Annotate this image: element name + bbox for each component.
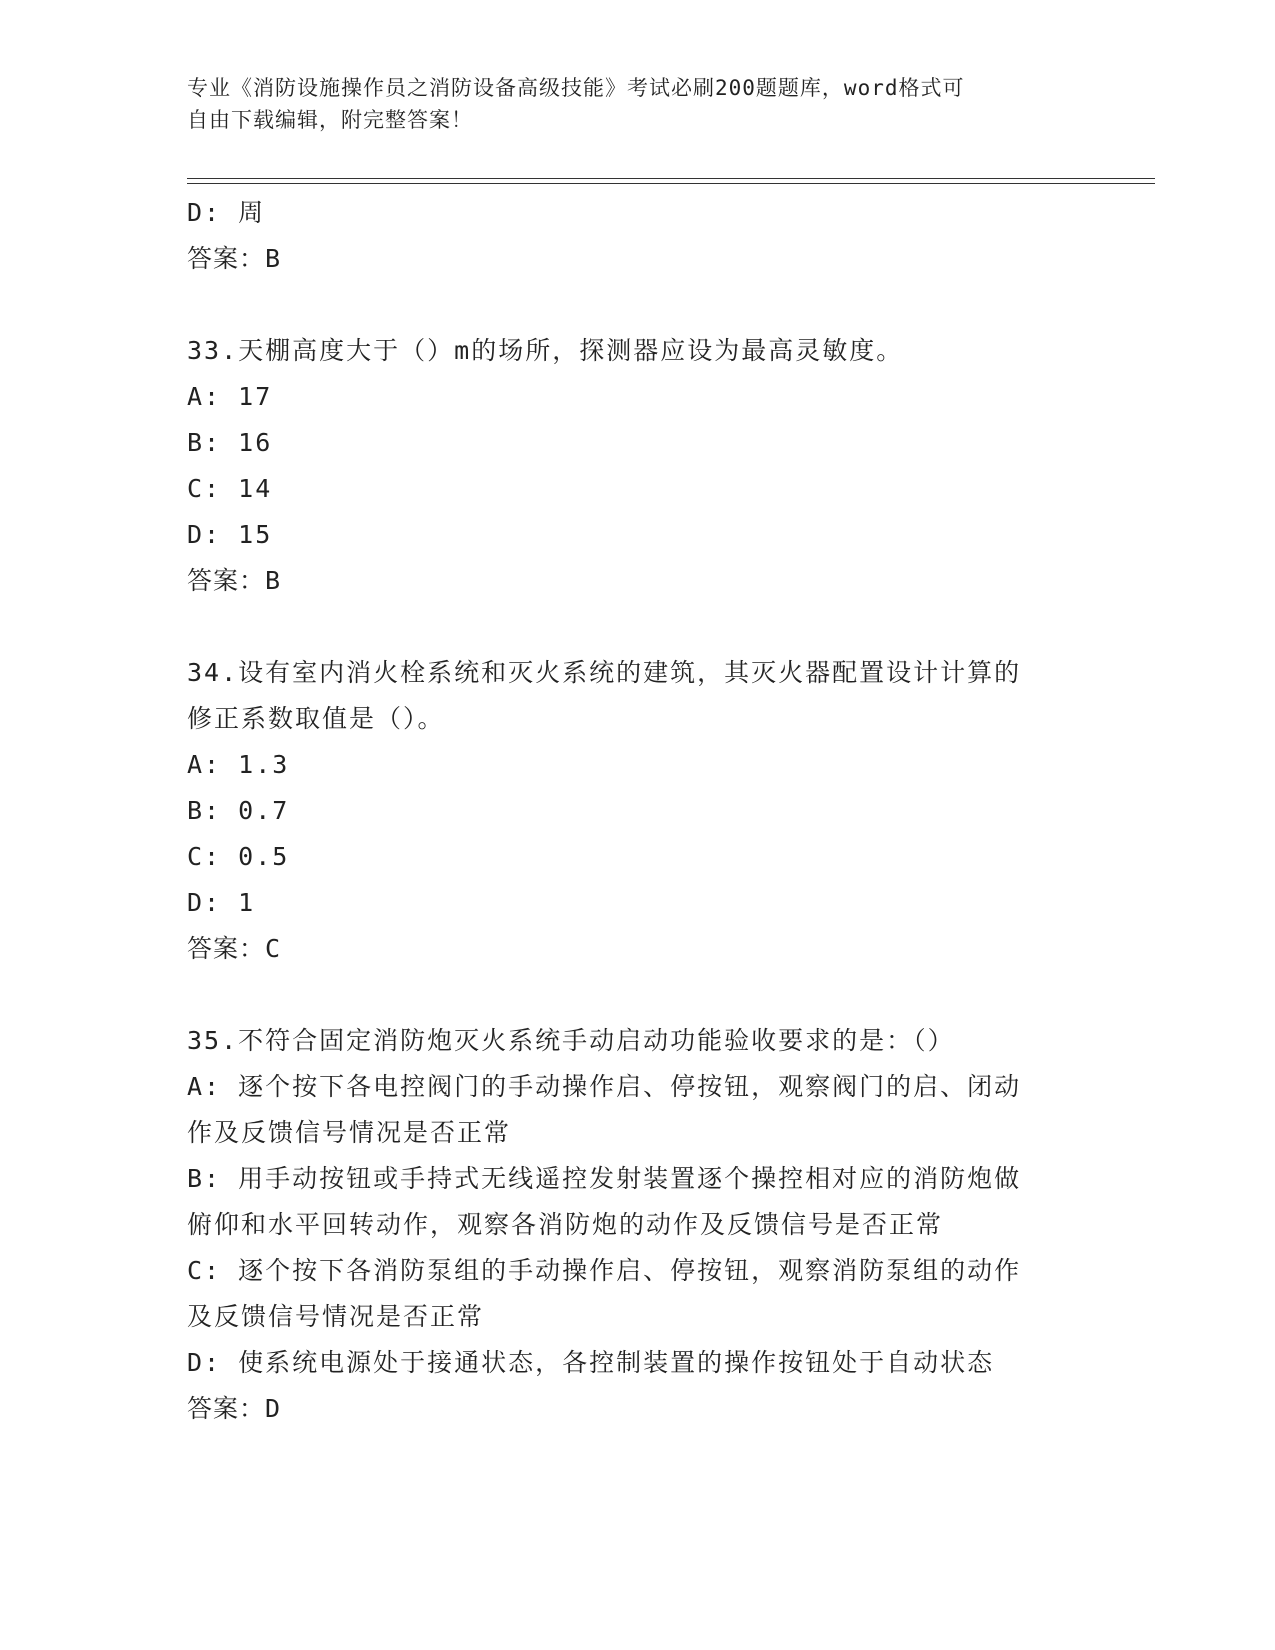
answer: 答案：D bbox=[187, 1394, 282, 1423]
question-list bbox=[187, 190, 1087, 1432]
question-33 bbox=[187, 328, 1087, 604]
option-b: B: 0.7 bbox=[187, 796, 290, 825]
question-text: 35.不符合固定消防炮灭火系统手动启动功能验收要求的是：（） bbox=[187, 1026, 955, 1055]
option-a-line-2: 作及反馈信号情况是否正常 bbox=[187, 1118, 512, 1147]
option-a: A: 1.3 bbox=[187, 750, 290, 779]
header-divider-bottom bbox=[187, 183, 1155, 184]
option-c-line-2: 及反馈信号情况是否正常 bbox=[187, 1302, 485, 1331]
answer: 答案：B bbox=[187, 566, 282, 595]
spacer bbox=[187, 972, 1087, 1018]
option-b-line-2: 俯仰和水平回转动作，观察各消防炮的动作及反馈信号是否正常 bbox=[187, 1210, 944, 1239]
option-d: D: 15 bbox=[187, 520, 273, 549]
option-d: D: 使系统电源处于接通状态，各控制装置的操作按钮处于自动状态 bbox=[187, 1348, 995, 1377]
spacer bbox=[187, 604, 1087, 650]
question-text-line-2: 修正系数取值是（）。 bbox=[187, 704, 445, 733]
answer: 答案：C bbox=[187, 934, 282, 963]
option-d: D: 周 bbox=[187, 198, 266, 227]
option-c-line-1: C: 逐个按下各消防泵组的手动操作启、停按钮，观察消防泵组的动作 bbox=[187, 1256, 1022, 1285]
option-c: C: 14 bbox=[187, 474, 273, 503]
option-a: A: 17 bbox=[187, 382, 273, 411]
header-line-2: 自由下载编辑，附完整答案！ bbox=[187, 108, 473, 132]
question-text-line-1: 34.设有室内消火栓系统和灭火系统的建筑，其灭火器配置设计计算的 bbox=[187, 658, 1022, 687]
previous-question-tail bbox=[187, 190, 1087, 282]
header-divider-top bbox=[187, 178, 1155, 179]
option-b: B: 16 bbox=[187, 428, 273, 457]
question-35 bbox=[187, 1018, 1087, 1432]
question-34 bbox=[187, 650, 1087, 972]
option-c: C: 0.5 bbox=[187, 842, 290, 871]
spacer bbox=[187, 282, 1087, 328]
option-d: D: 1 bbox=[187, 888, 256, 917]
header-line-1: 专业《消防设施操作员之消防设备高级技能》考试必刷200题题库，word格式可 bbox=[187, 76, 965, 100]
document-header bbox=[187, 72, 1087, 136]
option-b-line-1: B: 用手动按钮或手持式无线遥控发射装置逐个操控相对应的消防炮做 bbox=[187, 1164, 1022, 1193]
option-a-line-1: A: 逐个按下各电控阀门的手动操作启、停按钮，观察阀门的启、闭动 bbox=[187, 1072, 1022, 1101]
answer: 答案：B bbox=[187, 244, 282, 273]
question-text: 33.天棚高度大于（）m的场所，探测器应设为最高灵敏度。 bbox=[187, 336, 904, 365]
